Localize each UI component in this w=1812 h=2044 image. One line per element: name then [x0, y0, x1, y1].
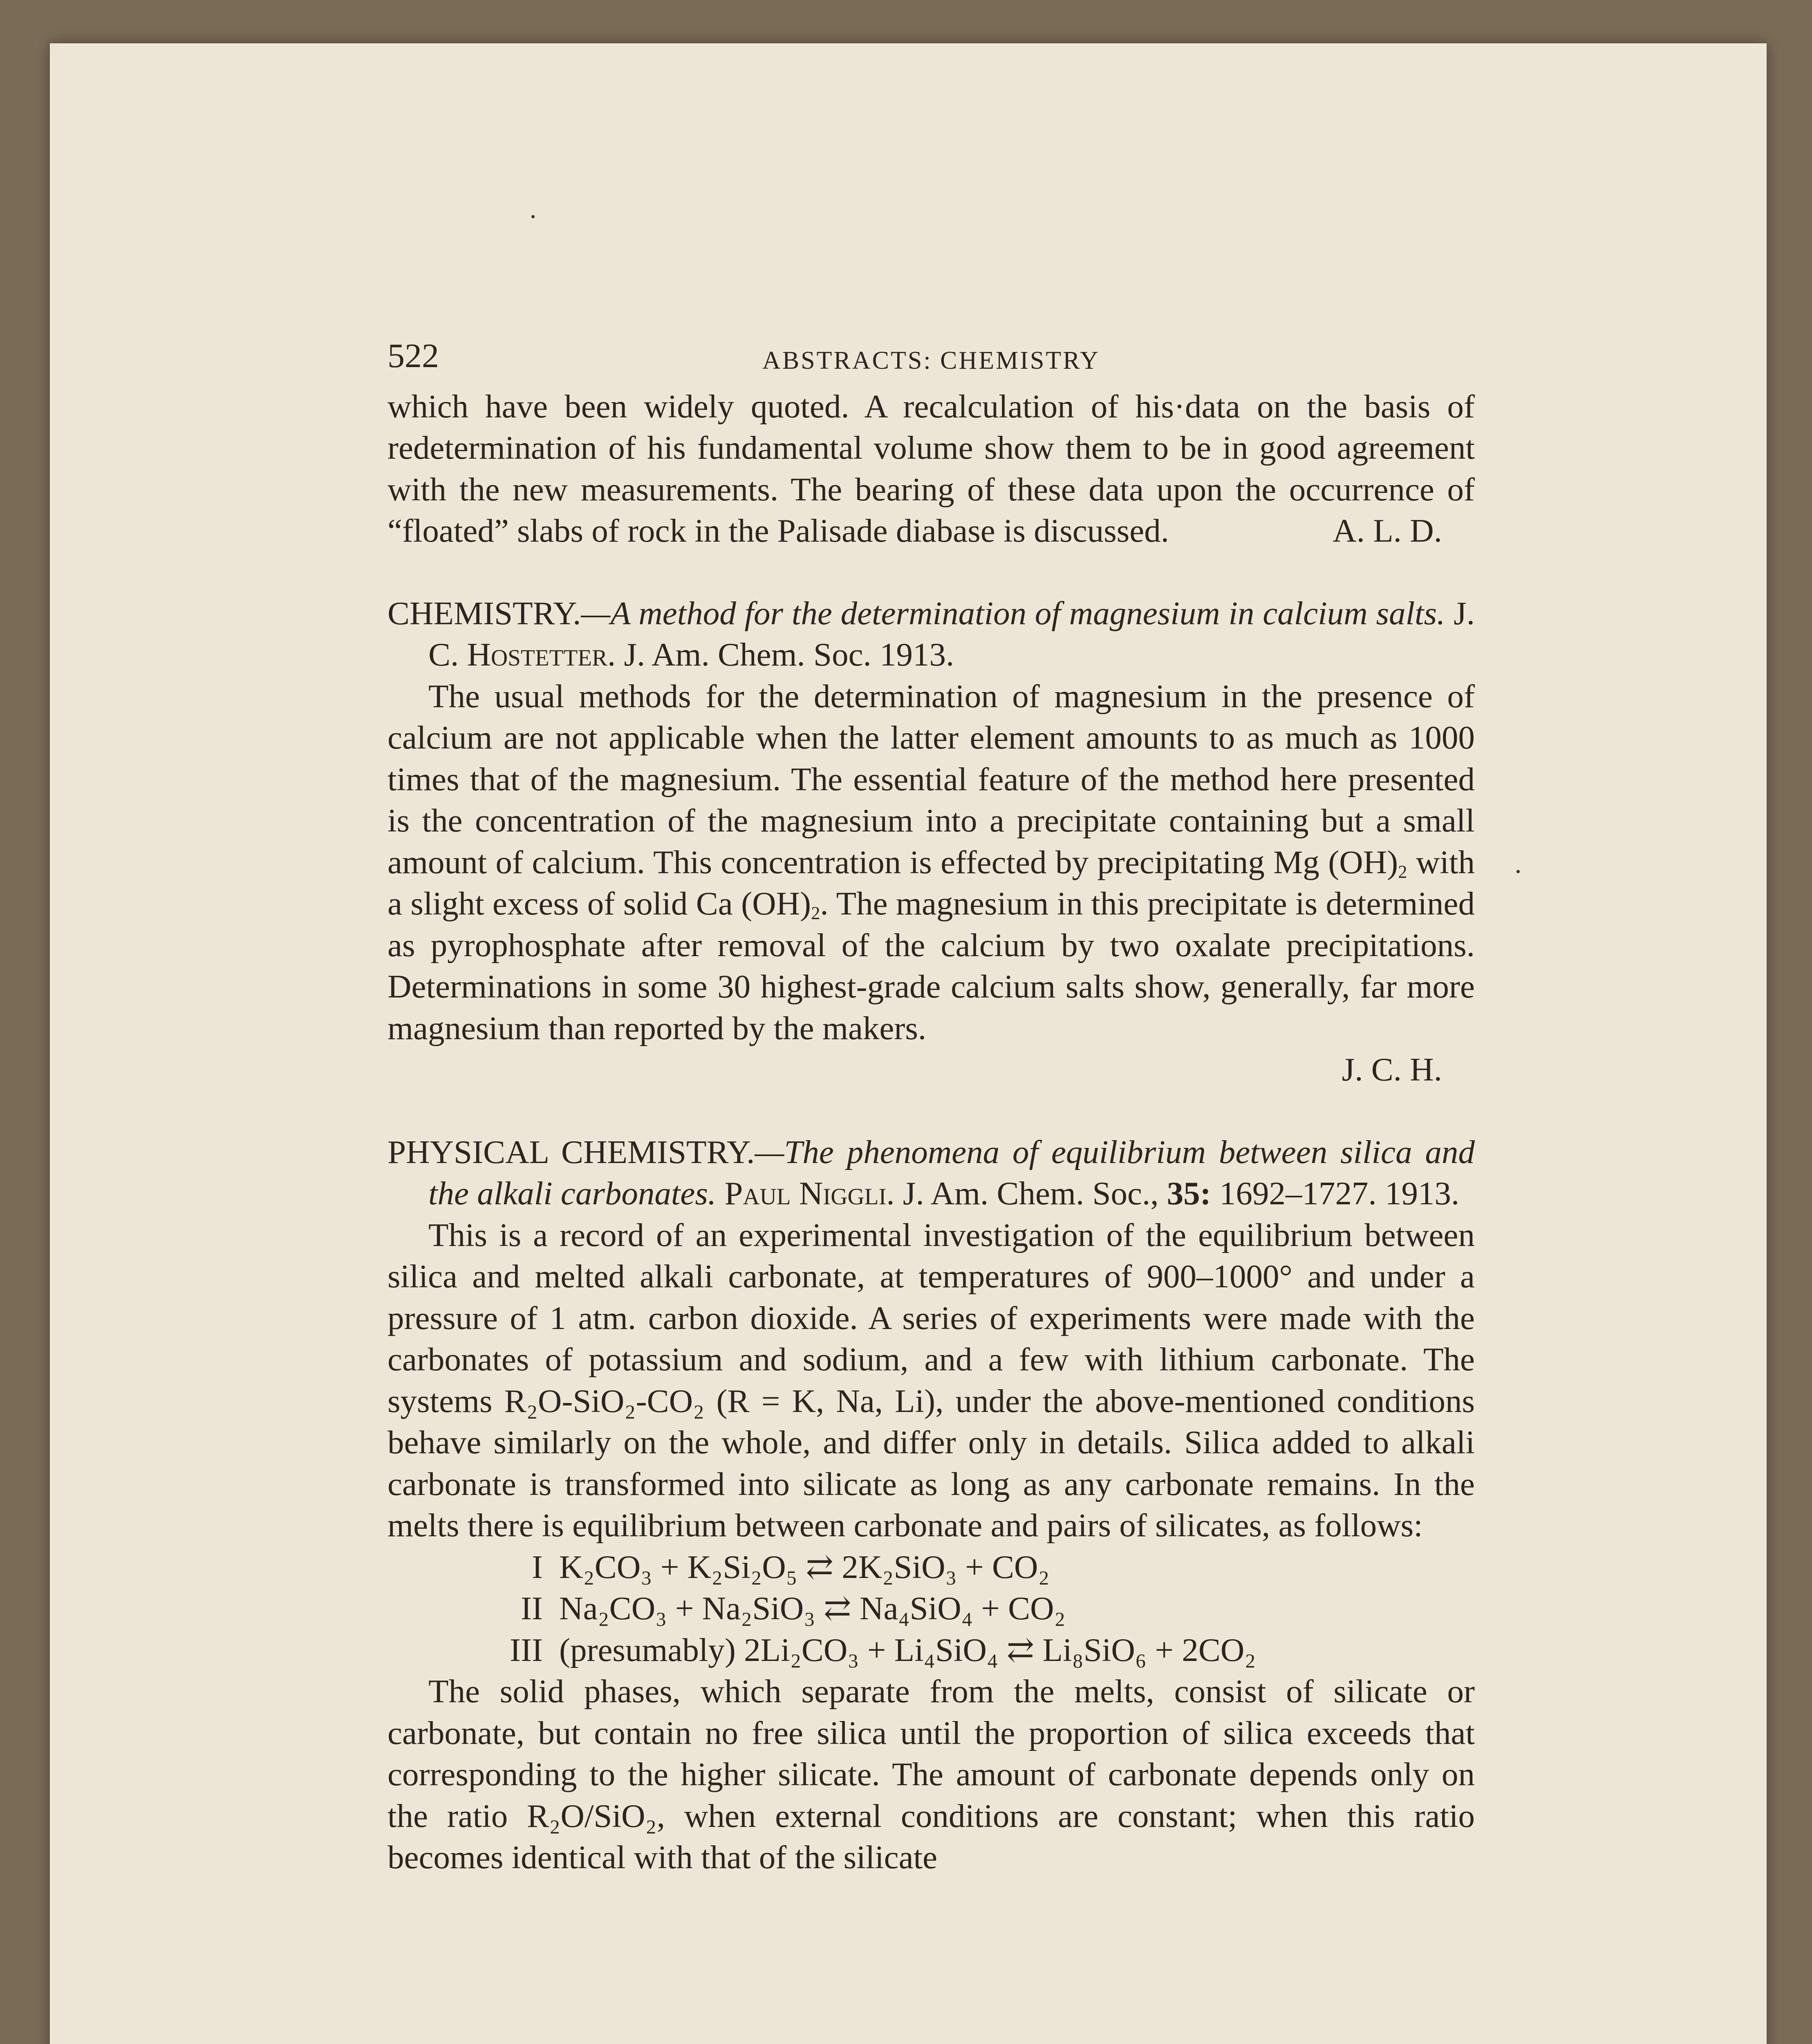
abstract-title: —A method for the determination of magnesium in calcium salts. — [581, 594, 1445, 632]
author: J. C. Hostetter. — [428, 594, 1475, 673]
citation: J. Am. Chem. Soc., — [903, 1175, 1159, 1212]
pages: 1692–1727. 1913. — [1219, 1175, 1460, 1212]
running-title: ABSTRACTS: CHEMISTRY — [762, 347, 1100, 374]
equation: (presumably) 2Li₂CO₃ + Li₄SiO₄ ⇄ Li₈SiO₆ + 2CO₂ — [559, 1631, 1256, 1668]
body-text: The usual methods for the determination of magnesium in the presence of calcium are not applicable when the latter element amounts to as much as 1000 times that of the magnesium. The essential feature of the method here presented is the concentration of the magnesium into a precipitate containing but a small amount of calcium. This concentration is effected by precipitating Mg (OH) — [387, 677, 1475, 881]
equation-number: III — [510, 1631, 543, 1668]
page-text — [387, 335, 1475, 1878]
equation-row — [387, 1629, 1475, 1671]
abstract-body: The usual methods for the determination of magnesium in the presence of calcium are not applicable when the latter element amounts to as much as 1000 times that of the magnesium. The essential feature of the method here presented is the concentration of the magnesium into a precipitate containing but a small amount of calcium. This concentration is effected by precipitating Mg $(OH)_2$ with a slight excess of solid Ca $(OH)_2$. The magnesium in this precipitate is determined as pyrophosphate after removal of the calcium by two oxalate precipitations. Determinations in some 30 highest-grade calcium salts show, generally, far more magnesium than reported by the makers. — [387, 677, 1475, 1047]
equation-number: II — [521, 1590, 543, 1627]
abstract-body: This is a record of an experimental investigation of the equilibrium between silica and melted alkali carbonate, at temperatures of 900–1000° and under a pressure of 1 atm. carbon dioxide. A series of experiments were made with the carbonates of potassium and sodium, and a few with lithium carbonate. The systems R₂O-SiO₂-CO₂ (R = K, Na, Li), under the above-mentioned conditions behave similarly on the whole, and differ only in details. Silica added to alkali carbonate is transformed into silicate as long as any carbonate remains. In the melts there is equilibrium between carbonate and pairs of silicates, as follows: — [387, 1216, 1475, 1544]
paragraph-text: which have been widely quoted. A recalculation of his·data on the basis of redetermination of his fundamental volume show them to be in good agreement with the new measurements. The bearing of these data upon the occurrence of “floated” slabs of rock in the Palisade diabase is discussed. — [387, 388, 1475, 549]
page-number: 522 — [387, 337, 439, 375]
citation: J. Am. Chem. Soc. 1913. — [624, 636, 954, 673]
volume: 35: — [1167, 1175, 1211, 1212]
body-text: with a slight excess of solid Ca (OH) — [387, 843, 1475, 922]
signature: A. L. D. — [1333, 512, 1442, 549]
page-header — [387, 335, 1475, 377]
body-text: . The magnesium in this precipitate is determined as pyrophosphate after removal of the calcium by two oxalate precipitations. Determinations in some 30 highest-grade calcium salts show, generally, far more magnesium than reported by the makers. — [387, 885, 1475, 1047]
author: Paul Niggli. — [724, 1175, 895, 1212]
abstract-heading — [387, 593, 1475, 676]
abstract-body: The solid phases, which separate from the melts, consist of silicate or carbonate, but contain no free silica until the proportion of silica exceeds that corresponding to the higher silicate. The amount of carbonate depends only on the ratio R₂O/SiO₂, when external conditions are constant; when this ratio becomes identical with that of the silicate — [387, 1673, 1475, 1876]
equation: K₂CO₃ + K₂Si₂O₅ ⇄ 2K₂SiO₃ + CO₂ — [559, 1548, 1050, 1585]
section-label: CHEMISTRY. — [387, 594, 581, 632]
equation-row — [387, 1588, 1475, 1629]
speck — [1516, 870, 1520, 873]
speck — [531, 215, 535, 218]
equation-number: I — [532, 1548, 543, 1585]
abstract-heading — [387, 1132, 1475, 1215]
equation: Na₂CO₃ + Na₂SiO₃ ⇄ Na₄SiO₄ + CO₂ — [559, 1590, 1066, 1627]
section-label: PHYSICAL CHEMISTRY. — [387, 1133, 755, 1170]
abstract-title: —The phenomena of equilibrium between silica and the alkali carbonates. — [428, 1133, 1475, 1212]
equation-row — [387, 1546, 1475, 1588]
signature: J. C. H. — [1342, 1051, 1442, 1088]
